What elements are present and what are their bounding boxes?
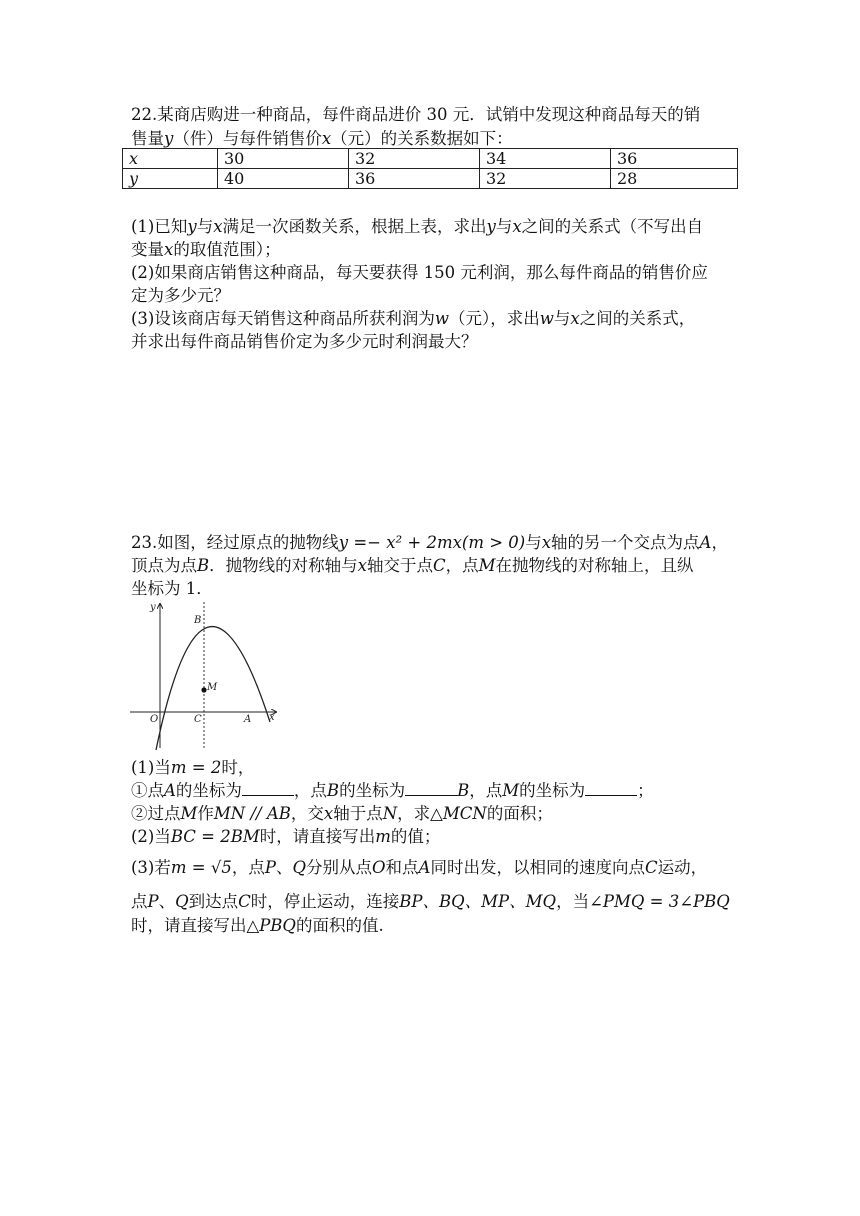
q23-intro-line2 bbox=[131, 555, 693, 577]
row-label-y: y bbox=[123, 169, 218, 189]
text: ， bbox=[711, 533, 728, 552]
text: ，点 bbox=[445, 556, 479, 575]
table-row-y bbox=[123, 169, 738, 189]
label-C: C bbox=[194, 714, 202, 725]
text: 时，请直接写出△ bbox=[131, 916, 260, 935]
text: ，点 bbox=[469, 781, 503, 800]
q22-part3-line1 bbox=[131, 308, 695, 330]
text: 作 bbox=[197, 804, 214, 823]
point-A: A bbox=[699, 533, 712, 552]
var-x: x bbox=[321, 129, 332, 148]
var-x: x bbox=[164, 240, 174, 259]
point-Q: Q bbox=[292, 858, 306, 877]
text: 时，请直接写出 bbox=[259, 827, 376, 846]
var-y: y bbox=[187, 217, 197, 236]
text: (1)已知 bbox=[131, 217, 188, 236]
text: （元）的关系数据如下： bbox=[331, 129, 513, 148]
text: 23.如图，经过原点的抛物线 bbox=[131, 533, 339, 552]
q23-part1-ii bbox=[131, 803, 553, 825]
var-y: y bbox=[486, 217, 496, 236]
text: 的坐标为 bbox=[519, 781, 586, 800]
text: （件）与每件销售价 bbox=[173, 129, 322, 148]
var-w: w bbox=[539, 309, 554, 328]
label-y: y bbox=[150, 602, 156, 613]
text: 与 bbox=[525, 533, 542, 552]
point-A: A bbox=[418, 858, 431, 877]
point-M: M bbox=[180, 804, 198, 823]
label-A: A bbox=[244, 714, 252, 725]
text: ②过点 bbox=[131, 804, 181, 823]
q22-line-2 bbox=[131, 128, 513, 150]
q23-part3-line1 bbox=[131, 857, 707, 879]
var-x: x bbox=[570, 309, 580, 328]
table-cell: 36 bbox=[611, 149, 738, 169]
text: 分别从点 bbox=[306, 858, 372, 877]
equation: MN // AB bbox=[213, 804, 291, 823]
text: ，点 bbox=[293, 781, 327, 800]
table-cell: 40 bbox=[218, 169, 349, 189]
q22-part2-line1: (2)如果商店销售这种商品，每天要获得 150 元利润，那么每件商品的销售价应 bbox=[131, 263, 708, 282]
point-M: M bbox=[478, 556, 496, 575]
text: 的值； bbox=[390, 827, 441, 846]
point-C: C bbox=[238, 892, 251, 911]
table-cell: 28 bbox=[611, 169, 738, 189]
parabola-figure bbox=[126, 598, 286, 754]
q22-line-1: 22.某商店购进一种商品，每件商品进价 30 元．试销中发现这种商品每天的销 bbox=[131, 105, 701, 124]
table-cell: 32 bbox=[480, 169, 611, 189]
answer-blank[interactable] bbox=[585, 781, 637, 796]
triangle-MCN: MCN bbox=[442, 804, 487, 823]
text: 的面积； bbox=[486, 804, 553, 823]
text: (2)当 bbox=[131, 827, 171, 846]
text: ，交 bbox=[290, 804, 324, 823]
text: 轴于点 bbox=[333, 804, 383, 823]
text: 、 bbox=[158, 892, 176, 911]
row-label-x: x bbox=[123, 149, 218, 169]
var-w: w bbox=[434, 309, 449, 328]
label-x: x bbox=[269, 712, 275, 723]
point-B: B bbox=[326, 781, 340, 800]
point-B: B bbox=[457, 781, 470, 800]
text: 与 bbox=[553, 309, 571, 328]
point-M-dot bbox=[201, 687, 206, 692]
q23-part3-line3 bbox=[131, 915, 384, 937]
table-cell: 36 bbox=[349, 169, 480, 189]
text: 的取值范围）； bbox=[173, 240, 281, 259]
equation: m = 2 bbox=[170, 758, 222, 777]
q23-part1-header bbox=[131, 757, 254, 779]
point-A: A bbox=[164, 781, 176, 800]
point-M: M bbox=[502, 781, 520, 800]
var-y: y bbox=[164, 129, 174, 148]
point-B: B bbox=[197, 556, 210, 575]
text: 顶点为点 bbox=[131, 556, 197, 575]
text: (3)设该商店每天销售这种商品所获利润为 bbox=[131, 309, 435, 328]
equation: y =− x² + 2mx(m > 0) bbox=[338, 533, 526, 552]
q23-part2 bbox=[131, 826, 440, 848]
text: ，当 bbox=[556, 892, 590, 911]
label-O: O bbox=[150, 714, 159, 725]
q22-part1-line1 bbox=[131, 216, 703, 238]
text: 到达点 bbox=[188, 892, 239, 911]
table-cell: 30 bbox=[218, 149, 349, 169]
text: ．抛物线的对称轴与 bbox=[209, 556, 358, 575]
text: 点 bbox=[131, 892, 148, 911]
point-C: C bbox=[432, 556, 446, 575]
text: 与 bbox=[495, 217, 513, 236]
q23-intro-line3: 坐标为 1． bbox=[131, 579, 213, 598]
text: 售量 bbox=[131, 129, 164, 148]
point-P: P bbox=[147, 892, 159, 911]
var-m: m bbox=[375, 827, 391, 846]
label-M: M bbox=[207, 682, 218, 693]
text: 同时出发，以相同的速度向点 bbox=[430, 858, 645, 877]
table-row-x bbox=[123, 149, 738, 169]
triangle-PBQ: PBQ bbox=[259, 916, 296, 935]
var-x: x bbox=[541, 533, 552, 552]
var-x: x bbox=[323, 804, 334, 823]
text: 的坐标为 bbox=[175, 781, 242, 800]
q23-intro-line1 bbox=[131, 532, 728, 554]
text: 时，停止运动，连接 bbox=[250, 892, 400, 911]
q23-part3-line2 bbox=[131, 891, 730, 913]
text: 轴交于点 bbox=[366, 556, 433, 575]
q22-part3-line2: 并求出每件商品销售价定为多少元时利润最大？ bbox=[131, 332, 478, 351]
text: (3)若 bbox=[131, 858, 171, 877]
equation: m = √5 bbox=[170, 858, 232, 877]
text: （元），求出 bbox=[449, 309, 540, 328]
text: ①点 bbox=[131, 781, 164, 800]
table-cell: 32 bbox=[349, 149, 480, 169]
text: 与 bbox=[196, 217, 214, 236]
text: 、 bbox=[275, 858, 293, 877]
text: 之间的关系式， bbox=[579, 309, 696, 328]
equation: ∠PMQ = 3∠PBQ bbox=[589, 892, 730, 911]
text: 变量 bbox=[131, 240, 164, 259]
var-x: x bbox=[213, 217, 223, 236]
data-table bbox=[122, 148, 738, 189]
answer-blank[interactable] bbox=[242, 781, 294, 796]
text: 在抛物线的对称轴上，且纵 bbox=[495, 556, 694, 575]
point-P: P bbox=[264, 858, 276, 877]
label-B: B bbox=[194, 615, 202, 626]
point-C: C bbox=[644, 858, 658, 877]
segments: BP、BQ、MP、MQ bbox=[399, 892, 557, 911]
text: 的面积的值. bbox=[295, 916, 384, 935]
text: 轴的另一个交点为点 bbox=[551, 533, 700, 552]
table-cell: 34 bbox=[480, 149, 611, 169]
text: 满足一次函数关系，根据上表，求出 bbox=[222, 217, 487, 236]
text: ，求△ bbox=[397, 804, 443, 823]
text: 和点 bbox=[385, 858, 419, 877]
point-N: N bbox=[382, 804, 398, 823]
point-O: O bbox=[372, 858, 386, 877]
var-x: x bbox=[512, 217, 522, 236]
answer-blank[interactable] bbox=[405, 781, 457, 796]
point-Q: Q bbox=[175, 892, 189, 911]
text: 之间的关系式（不写出自 bbox=[521, 217, 704, 236]
text: (1)当 bbox=[131, 758, 171, 777]
q23-part1-i bbox=[131, 780, 654, 802]
text: ，点 bbox=[231, 858, 265, 877]
q22-part1-line2 bbox=[131, 239, 281, 261]
text: 运动， bbox=[657, 858, 708, 877]
text: ； bbox=[637, 781, 654, 800]
text: 的坐标为 bbox=[339, 781, 406, 800]
equation: BC = 2BM bbox=[170, 827, 260, 846]
q22-part2-line2: 定为多少元？ bbox=[131, 286, 230, 305]
text: 时， bbox=[221, 758, 255, 777]
var-x: x bbox=[357, 556, 367, 575]
